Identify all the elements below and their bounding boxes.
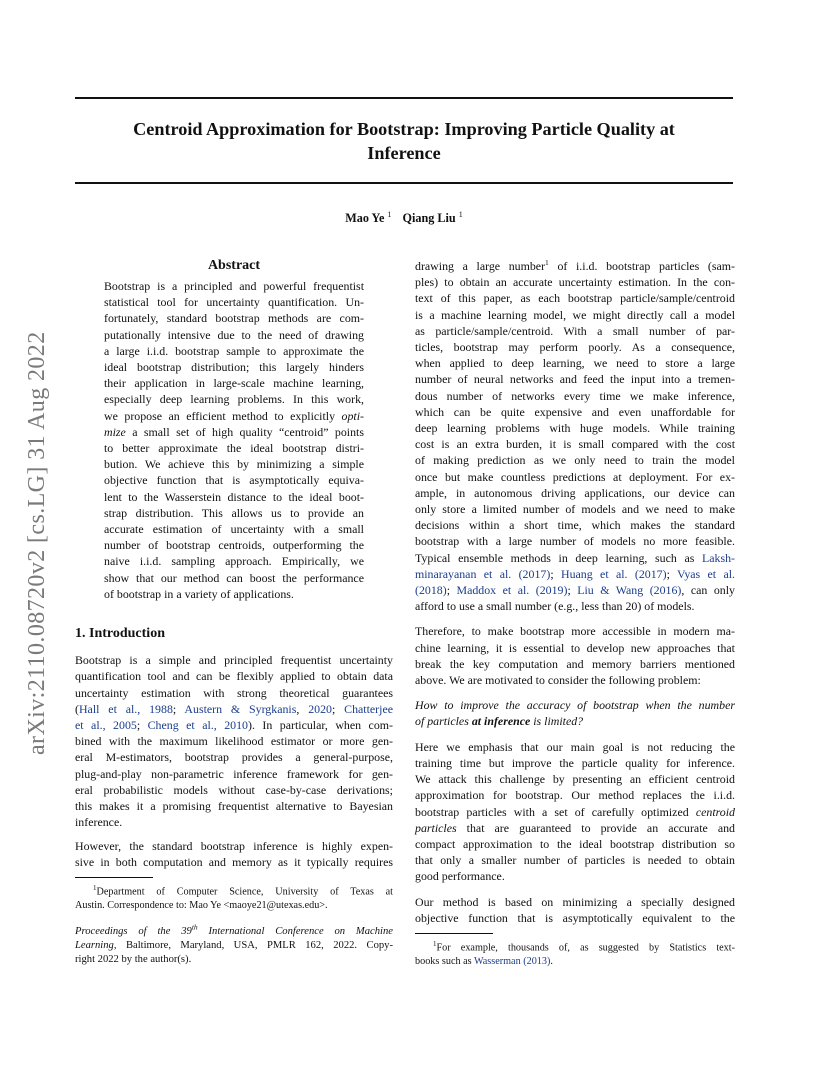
citation-link[interactable]: Liu & Wang (2016) <box>577 583 682 598</box>
text-line: bootstrap with a large number of models no more feasible. <box>415 534 735 549</box>
text-line: once but make countless predictions at deployment. For ex- <box>415 469 735 484</box>
text-line: sive in both computation and memory as it typically requires <box>75 854 393 869</box>
footnote-affiliation <box>75 882 393 913</box>
citation-link[interactable]: Huang et al. (2017) <box>560 566 667 581</box>
text-run-bold: at inference <box>471 714 531 729</box>
text-line: quantification tool and can be flexibly applied to obtain data <box>75 669 393 684</box>
text-line: this makes it a promising frequentist alternative to Bayesian <box>75 799 393 814</box>
text-line: bined with the maximum likelihood estimator or more gen- <box>75 734 393 749</box>
text-run: ; <box>666 566 678 581</box>
text-line: We attack this challenge by presenting an efficient centroid <box>415 772 735 787</box>
abstract-line: Bootstrap is a principled and powerful frequentist <box>104 279 364 293</box>
proceedings-text: International Conference on Machine <box>197 926 393 938</box>
text-line <box>75 701 393 717</box>
proceedings-text: Learning <box>75 940 114 952</box>
citation-link[interactable]: minarayanan et al. (2017) <box>415 566 551 581</box>
text-run: of i.i.d. bootstrap particles (sam- <box>548 259 735 273</box>
abstract-text: we propose an efficient method to explicitly <box>104 408 342 423</box>
footnote-line: Austin. Correspondence to: Mao Ye <maoye21@utexas.edu>. <box>75 899 328 911</box>
proceedings-line <box>75 939 393 953</box>
section-heading-introduction: 1. Introduction <box>75 626 165 642</box>
abstract-line: accurate estimation of uncertainty with a small <box>104 522 364 537</box>
text-line: objective function that is asymptotically equivalent to the <box>415 910 735 925</box>
text-line: How to improve the accuracy of bootstrap when the number <box>415 698 735 713</box>
text-line: Therefore, to make bootstrap more accessible in modern ma- <box>415 624 735 639</box>
author-2 <box>403 211 463 225</box>
proceedings-text: Proceedings of the <box>75 926 182 938</box>
abstract-line: especially deep learning problems. In this work, <box>104 392 364 407</box>
research-question <box>415 697 735 729</box>
text-line: is a machine learning model, we might directly call a model <box>415 307 735 322</box>
text-run: bootstrap particles with a set of carefully optimized <box>415 804 696 819</box>
footnote-line <box>415 955 735 969</box>
footnote-text: books such as <box>415 955 474 967</box>
text-line: which can be quite expensive and even unaffordable for <box>415 404 735 419</box>
body-paragraph-4 <box>415 894 735 926</box>
title-bottom-rule <box>75 182 733 184</box>
abstract-emphasis: mize <box>104 424 126 439</box>
text-line: compact approximation to the ideal bootstrap distribution so <box>415 836 735 851</box>
text-line: only store a limited number of models and we need to make <box>415 502 735 517</box>
text-line: deep learning problems with huge models. While training <box>415 421 735 436</box>
abstract-line: statistical tool for uncertainty quantification. Un- <box>104 295 364 310</box>
text-line <box>415 713 735 729</box>
text-line: number of neural networks and feed the input into a tremen- <box>415 372 735 387</box>
abstract-line: of bootstrap in a variety of applications. <box>104 586 294 601</box>
citation-link[interactable]: et al., 2005 <box>75 718 137 733</box>
text-run-italic: centroid <box>695 804 735 819</box>
footnote-line <box>75 882 393 899</box>
body-paragraph-1 <box>415 258 735 614</box>
abstract-line: naive i.i.d. sampling approach. Empirically, we <box>104 554 364 569</box>
text-line: ples) to obtain an accurate uncertainty estimation. In the con- <box>415 275 735 290</box>
text-line: inference. <box>75 815 123 830</box>
text-line: chine learning, it is essential to develop new approaches that <box>415 640 735 655</box>
abstract-text: a small set of high quality “centroid” points <box>132 424 364 439</box>
text-line <box>415 804 735 820</box>
text-line: cost is an extra burden, it is small compared with the cost <box>415 437 735 452</box>
text-run: ( <box>75 701 79 716</box>
author-list <box>75 210 733 226</box>
proceedings-line <box>75 922 393 939</box>
citation-link[interactable]: Laksh- <box>701 550 735 565</box>
body-paragraph-2 <box>415 623 735 688</box>
footnote-text: For example, thousands of, as suggested by Statistics text- <box>436 942 735 954</box>
text-run: that are guaranteed to provide an accurate and <box>456 820 735 835</box>
text-line: of making prediction as we only need to train the model <box>415 453 735 468</box>
abstract-line: strap distribution. This allows us to provide an <box>104 505 364 520</box>
citation-link[interactable]: Austern & Syrgkanis <box>184 701 297 716</box>
text-run: of particles <box>415 714 472 729</box>
author-name: Qiang Liu <box>402 211 456 226</box>
text-line: eral M-estimators, bootstrap provides a general-purpose, <box>75 750 393 765</box>
footnote-text: . <box>550 955 553 967</box>
text-line <box>415 550 735 566</box>
abstract-line: their application in large-scale machine learning, <box>104 376 364 391</box>
text-line <box>415 258 735 274</box>
abstract-body <box>75 278 393 602</box>
text-run: ; <box>550 566 561 581</box>
text-run: , <box>296 701 309 716</box>
citation-link[interactable]: Wasserman (2013) <box>473 955 551 967</box>
text-line: above. We are motivated to consider the following problem: <box>415 673 701 688</box>
abstract-line: show that our method can boost the performance <box>104 570 364 585</box>
proceedings-note <box>75 922 393 967</box>
citation-link[interactable]: (2018) <box>415 583 447 598</box>
proceedings-text: 39 <box>181 926 192 938</box>
proceedings-text: , Baltimore, Maryland, USA, PMLR 162, 2022. Copy- <box>113 940 393 952</box>
intro-paragraph-2 <box>75 838 393 870</box>
text-line: However, the standard bootstrap inference is highly expen- <box>75 838 393 853</box>
text-line: plug-and-play non-parametric inference framework for gen- <box>75 766 393 781</box>
intro-paragraph-1 <box>75 652 393 830</box>
author-affiliation-mark: 1 <box>387 210 392 219</box>
text-line <box>415 582 735 598</box>
abstract-line <box>104 408 364 424</box>
text-line: when applied to deep learning, we need to store a large <box>415 356 735 371</box>
text-line <box>75 717 393 733</box>
title-top-rule <box>75 97 733 99</box>
title-line-1: Centroid Approximation for Bootstrap: Improving Particle Quality at <box>133 119 675 139</box>
proceedings-superscript: th <box>191 922 198 932</box>
footnote-line <box>415 938 735 955</box>
abstract-line: a large i.i.d. bootstrap sample to approximate the <box>104 343 364 358</box>
abstract-line: bution. We achieve this by minimizing a simple <box>104 457 364 472</box>
text-line <box>415 566 735 582</box>
abstract-line: fortunately, standard bootstrap methods are com- <box>104 311 364 326</box>
text-line: that only a smaller number of particles is needed to obtain <box>415 853 735 868</box>
text-line: Our method is based on minimizing a specially designed <box>415 894 735 909</box>
abstract-line: to better approximate the ideal bootstrap distri- <box>104 441 364 456</box>
footnote-rule <box>415 933 493 934</box>
citation-link[interactable]: Chatterjee <box>344 701 393 716</box>
footnote-mark[interactable]: 1 <box>545 258 549 268</box>
text-line: dous number of networks every time we make inference, <box>415 388 735 403</box>
abstract-heading: Abstract <box>207 258 261 273</box>
citation-link[interactable]: 2020 <box>308 701 332 716</box>
text-line: Bootstrap is a simple and principled frequentist uncertainty <box>75 653 393 668</box>
footnote-mark: 1 <box>93 883 97 892</box>
arxiv-stamp: arXiv:2110.08720v2 [cs.LG] 31 Aug 2022 <box>24 331 50 755</box>
citation-link[interactable]: Vyas et al. <box>677 566 736 581</box>
author-affiliation-mark: 1 <box>458 210 463 219</box>
text-run: ). In particular, when com- <box>248 718 393 733</box>
right-column <box>415 258 735 969</box>
text-line: as particle/sample/centroid. With a small number of par- <box>415 323 735 338</box>
citation-link[interactable]: Cheng et al., 2010 <box>147 718 248 733</box>
citation-link[interactable]: Hall et al., 1988 <box>78 701 173 716</box>
text-run: , can only <box>681 583 735 598</box>
text-line: afford to use a small number (e.g., less than 20) of models. <box>415 599 695 614</box>
text-line: text of this paper, as each bootstrap particle/sample/centroid <box>415 291 735 306</box>
text-run: ; <box>172 701 185 716</box>
text-run: is limited? <box>530 714 584 729</box>
author-name: Mao Ye <box>345 211 385 226</box>
footnote-1 <box>415 938 735 969</box>
paper-title <box>75 118 733 165</box>
text-run-italic: particles <box>415 820 457 835</box>
text-line: uncertainty estimation with strong theoretical guarantees <box>75 685 393 700</box>
text-line: ticles, bootstrap may perform poorly. As a consequence, <box>415 340 735 355</box>
text-line: good performance. <box>415 869 505 884</box>
text-run: ; <box>136 718 148 733</box>
text-line: eral probabilistic models without case-by-case derivations; <box>75 782 393 797</box>
footnote-mark: 1 <box>433 939 437 948</box>
proceedings-line: right 2022 by the author(s). <box>75 954 192 966</box>
text-line: approximation for bootstrap. Our method replaces the i.i.d. <box>415 788 735 803</box>
text-run: ; <box>446 583 457 598</box>
abstract-emphasis: opti- <box>341 408 364 423</box>
body-paragraph-3 <box>415 739 735 885</box>
abstract-line: lent to the Wasserstein distance to the ideal boot- <box>104 489 364 504</box>
text-run: Typical ensemble methods in deep learning, such as <box>415 550 702 565</box>
abstract-line <box>104 424 364 440</box>
footnote-rule <box>75 877 153 878</box>
citation-link[interactable]: Maddox et al. (2019) <box>456 583 568 598</box>
author-1 <box>345 211 391 225</box>
abstract-line: ideal bootstrap distribution; this largely hinders <box>104 360 364 375</box>
text-line: training time but improve the particle quality for inference. <box>415 755 735 770</box>
title-line-2: Inference <box>367 142 441 163</box>
text-run: drawing a large number <box>415 259 546 273</box>
abstract-line: objective function that is asymptotically equiva- <box>104 473 364 488</box>
left-column <box>75 257 393 967</box>
text-run: ; <box>567 583 578 598</box>
abstract-line: number of bootstrap centroids, outperforming the <box>104 538 364 553</box>
footnote-text: Department of Computer Science, University of Texas at <box>96 886 393 898</box>
text-line: break the key computation and memory barriers mentioned <box>415 656 735 671</box>
abstract-line: putationally intensive due to the need of drawing <box>104 327 364 342</box>
text-line: ample, in autonomous driving applications, our device can <box>415 485 735 500</box>
text-line: decisions within a short time, which makes the standard <box>415 518 735 533</box>
text-run: ; <box>331 701 345 716</box>
text-line <box>415 820 735 836</box>
text-line: Here we emphasis that our main goal is not reducing the <box>415 739 735 754</box>
